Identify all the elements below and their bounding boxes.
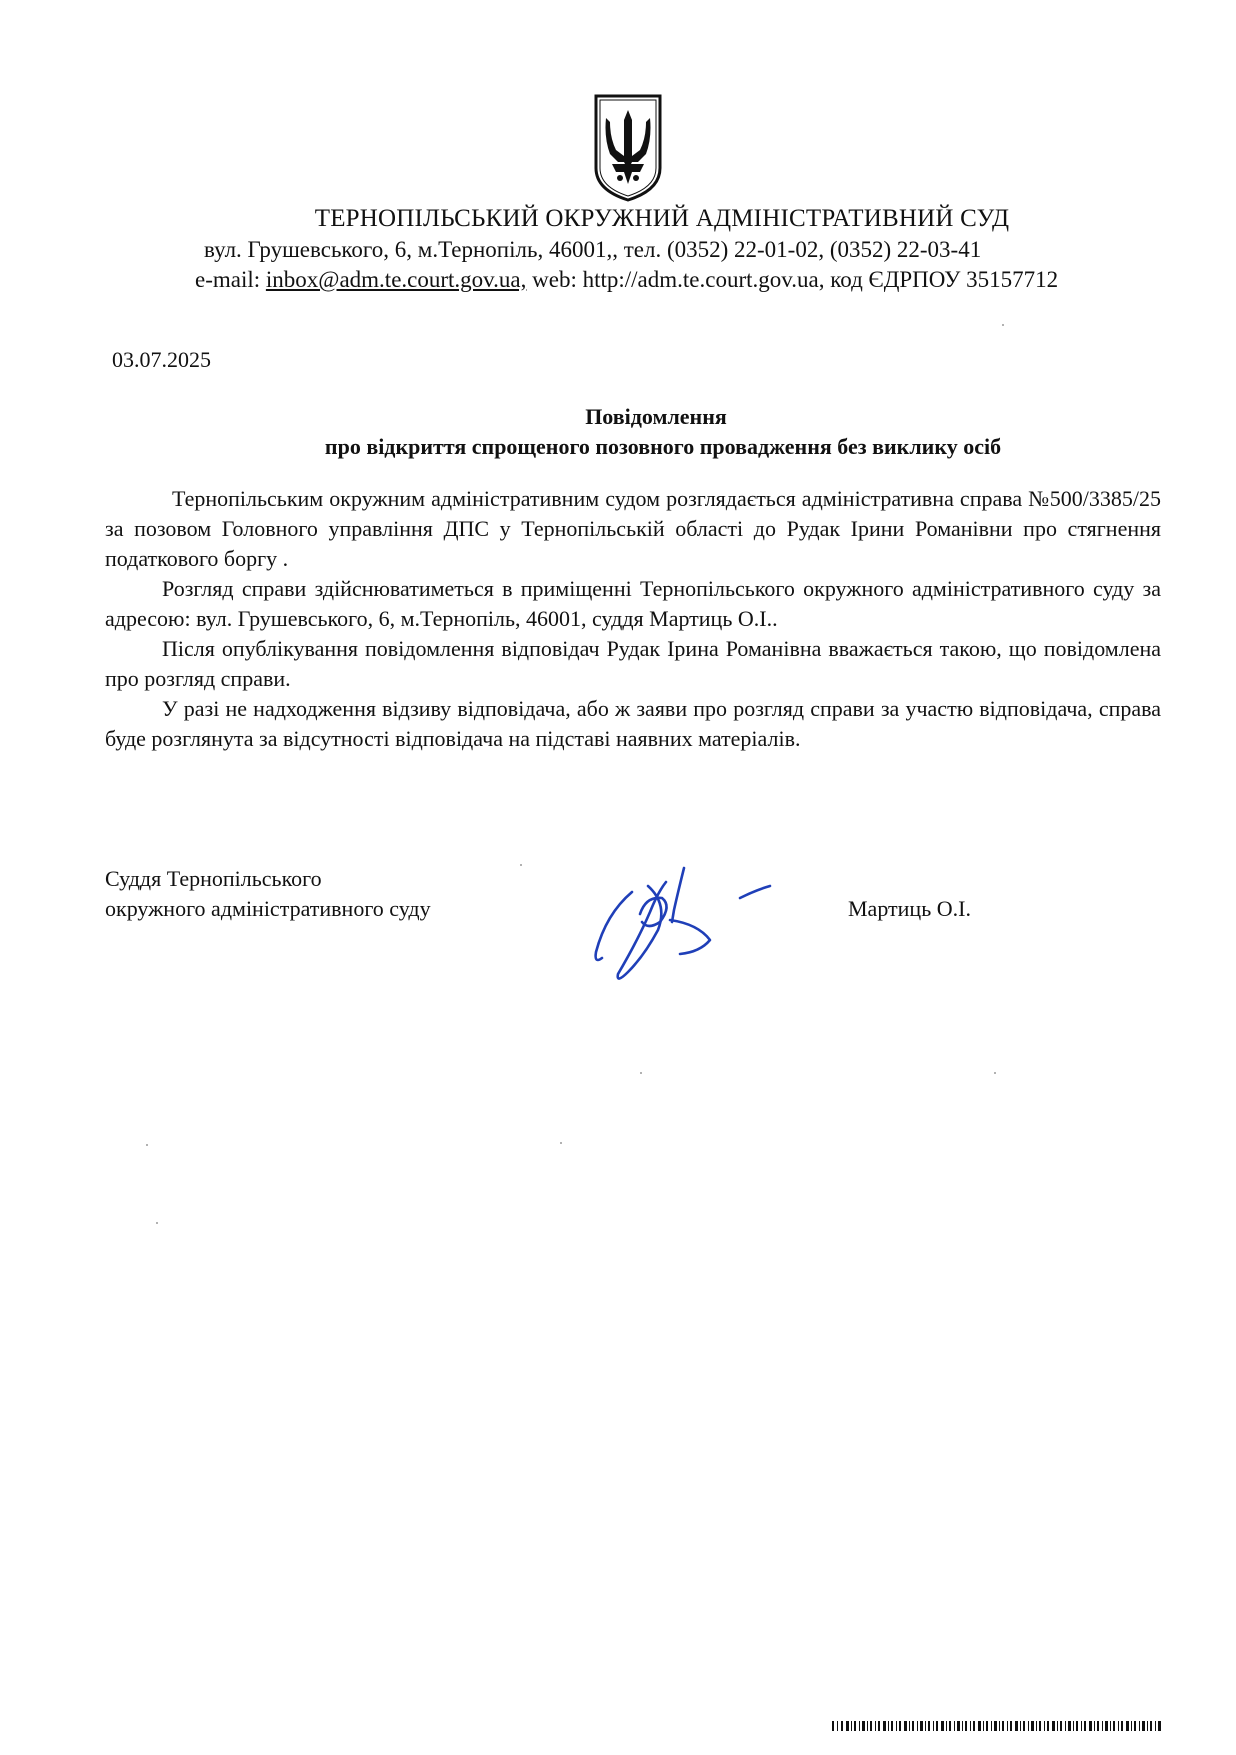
scan-speck (994, 1072, 996, 1074)
court-contacts (195, 266, 1058, 294)
trident-coat-of-arms-icon (588, 92, 668, 204)
judge-position-line-1: Суддя Тернопільського (105, 866, 322, 891)
judge-name: Мартиць О.І. (848, 896, 971, 921)
handwritten-signature (588, 852, 808, 992)
court-address: вул. Грушевського, 6, м.Тернопіль, 46001,, тел. (0352) 22-01-02, (0352) 22-03-41 (204, 237, 982, 262)
document-date: 03.07.2025 (112, 347, 211, 372)
judge-position (105, 864, 431, 924)
scan-speck (146, 1144, 148, 1146)
court-name: ТЕРНОПІЛЬСЬКИЙ ОКРУЖНИЙ АДМІНІСТРАТИВНИЙ СУД (314, 205, 1010, 232)
scan-speck (560, 1142, 562, 1144)
scan-speck (520, 864, 522, 866)
paragraph-absence: У разі не надходження відзиву відповідача, або ж заяви про розгляд справи за участю відповідача, справа буде розглянута за відсутності відповідача на підставі наявних матеріалів. (105, 696, 1161, 751)
paragraph-location: Розгляд справи здійснюватиметься в приміщенні Тернопільського окружного адміністративного суду за адресою: вул. Грушевського, 6, м.Тернопіль, 46001, суддя Мартиць О.І.. (105, 576, 1161, 631)
title-line-1: Повідомлення (585, 404, 727, 429)
email-link[interactable]: inbox@adm.te.court.gov.ua, (265, 267, 527, 292)
paragraph-notification: Після опублікування повідомлення відповідач Рудак Ірина Романівна вважається такою, що повідомлена про розгляд справи. (105, 636, 1161, 691)
barcode-icon (832, 1721, 1162, 1731)
title-line-2: про відкриття спрощеного позовного провадження без виклику осіб (324, 434, 1002, 459)
judge-position-line-2: окружного адміністративного суду (105, 896, 431, 921)
scan-speck (640, 1072, 642, 1074)
scan-speck (1002, 324, 1004, 326)
email-label: e-mail: (195, 267, 266, 292)
scan-speck (156, 1222, 158, 1224)
document-title (0, 402, 1236, 462)
web-and-code: web: http://adm.te.court.gov.ua, код ЄДРПОУ 35157712 (526, 267, 1059, 292)
body-text (105, 484, 1161, 754)
paragraph-case-info: Тернопільським окружним адміністративним судом розглядається адміністративна справа №500/3385/25 за позовом Головного управління ДПС у Тернопільській області до Рудак Ірини Романівни про стягнення податкового боргу . (105, 486, 1161, 571)
